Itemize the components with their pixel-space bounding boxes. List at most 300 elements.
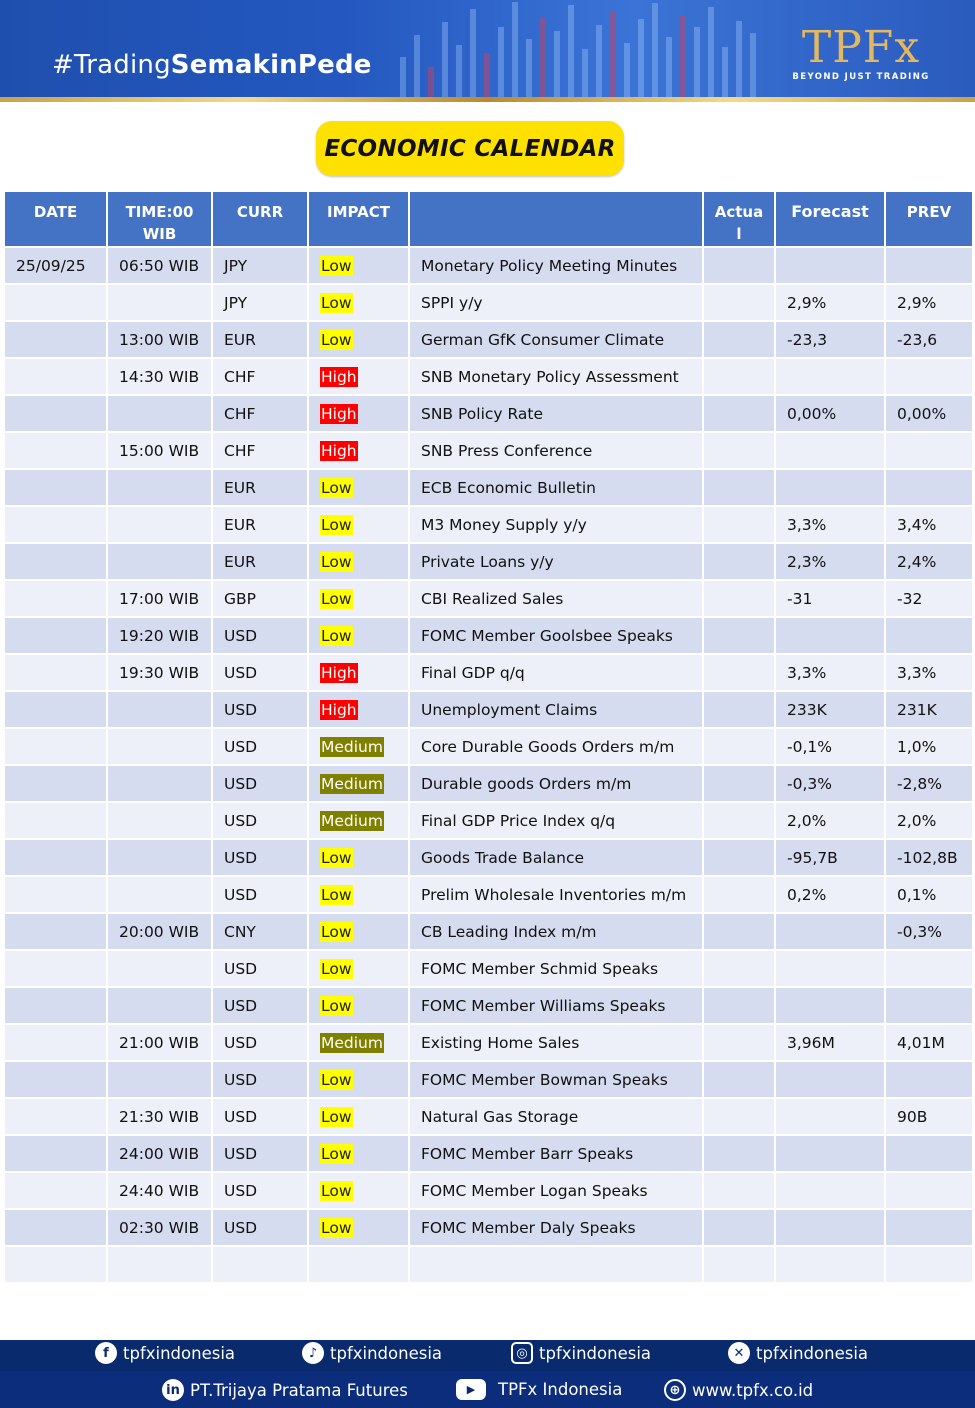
banner-chart-decoration bbox=[380, 0, 800, 97]
cell-time: 06:50 WIB bbox=[107, 247, 212, 284]
cell-date bbox=[4, 839, 107, 876]
cell-curr: USD bbox=[212, 1098, 308, 1135]
cell-time: 24:00 WIB bbox=[107, 1135, 212, 1172]
cell-forecast bbox=[775, 950, 885, 987]
cell-time: 02:30 WIB bbox=[107, 1209, 212, 1246]
cell-prev bbox=[885, 1061, 973, 1098]
cell-actual bbox=[703, 1172, 775, 1209]
table-row bbox=[4, 617, 973, 654]
youtube-icon: ▶ bbox=[456, 1379, 486, 1400]
cell-date bbox=[4, 1172, 107, 1209]
cell-curr: USD bbox=[212, 987, 308, 1024]
cell-event: Durable goods Orders m/m bbox=[409, 765, 703, 802]
cell-prev: 1,0% bbox=[885, 728, 973, 765]
cell-curr: EUR bbox=[212, 506, 308, 543]
impact-badge: Medium bbox=[321, 811, 383, 830]
cell-impact bbox=[308, 950, 409, 987]
col-header-actual: Actua l bbox=[703, 191, 775, 247]
table-row bbox=[4, 358, 973, 395]
cell-forecast: -0,1% bbox=[775, 728, 885, 765]
cell-date bbox=[4, 765, 107, 802]
cell-curr: EUR bbox=[212, 543, 308, 580]
cell-forecast bbox=[775, 432, 885, 469]
cell-curr: JPY bbox=[212, 247, 308, 284]
cell-time bbox=[107, 506, 212, 543]
cell-event: SNB Monetary Policy Assessment bbox=[409, 358, 703, 395]
cell-time bbox=[107, 728, 212, 765]
cell-date bbox=[4, 321, 107, 358]
impact-badge: Low bbox=[321, 1144, 352, 1163]
impact-badge: Low bbox=[321, 1107, 352, 1126]
cell-prev: -2,8% bbox=[885, 765, 973, 802]
cell-event: FOMC Member Schmid Speaks bbox=[409, 950, 703, 987]
cell-curr: USD bbox=[212, 1135, 308, 1172]
impact-badge: Low bbox=[321, 959, 352, 978]
table-row bbox=[4, 802, 973, 839]
cell-prev: -23,6 bbox=[885, 321, 973, 358]
cell-forecast bbox=[775, 1209, 885, 1246]
col-header-forecast: Forecast bbox=[775, 191, 885, 247]
cell-prev: 2,4% bbox=[885, 543, 973, 580]
cell-time bbox=[107, 469, 212, 506]
gold-divider bbox=[0, 97, 975, 102]
impact-badge: High bbox=[321, 441, 357, 460]
cell-forecast: -0,3% bbox=[775, 765, 885, 802]
cell-actual bbox=[703, 321, 775, 358]
cell-forecast: 2,0% bbox=[775, 802, 885, 839]
impact-badge: Low bbox=[321, 996, 352, 1015]
table-row bbox=[4, 1135, 973, 1172]
cell-impact bbox=[308, 432, 409, 469]
instagram-icon: ◎ bbox=[511, 1342, 533, 1364]
cell-date bbox=[4, 395, 107, 432]
cell-impact bbox=[308, 580, 409, 617]
cell-actual bbox=[703, 876, 775, 913]
cell-impact bbox=[308, 1098, 409, 1135]
cell-curr: USD bbox=[212, 876, 308, 913]
cell-impact bbox=[308, 1246, 409, 1283]
cell-impact bbox=[308, 358, 409, 395]
cell-forecast: 3,96M bbox=[775, 1024, 885, 1061]
cell-actual bbox=[703, 950, 775, 987]
impact-badge: Low bbox=[321, 330, 352, 349]
col-header-date: DATE bbox=[4, 191, 107, 247]
col-header-prev: PREV bbox=[885, 191, 973, 247]
table-row bbox=[4, 654, 973, 691]
cell-impact bbox=[308, 765, 409, 802]
cell-curr: USD bbox=[212, 1061, 308, 1098]
cell-prev: 0,1% bbox=[885, 876, 973, 913]
cell-event: SNB Policy Rate bbox=[409, 395, 703, 432]
cell-impact bbox=[308, 617, 409, 654]
cell-time bbox=[107, 987, 212, 1024]
cell-curr: USD bbox=[212, 950, 308, 987]
table-row bbox=[4, 691, 973, 728]
table-row bbox=[4, 765, 973, 802]
cell-event: SNB Press Conference bbox=[409, 432, 703, 469]
cell-event: Final GDP q/q bbox=[409, 654, 703, 691]
table-row bbox=[4, 580, 973, 617]
cell-time: 15:00 WIB bbox=[107, 432, 212, 469]
cell-curr: JPY bbox=[212, 284, 308, 321]
cell-time bbox=[107, 950, 212, 987]
cell-impact bbox=[308, 876, 409, 913]
cell-forecast bbox=[775, 1246, 885, 1283]
cell-date: 25/09/25 bbox=[4, 247, 107, 284]
cell-date bbox=[4, 432, 107, 469]
cell-time bbox=[107, 876, 212, 913]
cell-event: FOMC Member Bowman Speaks bbox=[409, 1061, 703, 1098]
cell-prev: 231K bbox=[885, 691, 973, 728]
cell-forecast bbox=[775, 1061, 885, 1098]
cell-curr: CNY bbox=[212, 913, 308, 950]
cell-impact bbox=[308, 839, 409, 876]
cell-prev bbox=[885, 469, 973, 506]
impact-badge: Low bbox=[321, 515, 352, 534]
tiktok-link[interactable]: ♪ tpfxindonesia bbox=[302, 1342, 442, 1364]
cell-actual bbox=[703, 1246, 775, 1283]
table-row bbox=[4, 1098, 973, 1135]
table-row bbox=[4, 1172, 973, 1209]
cell-forecast: 2,9% bbox=[775, 284, 885, 321]
cell-date bbox=[4, 987, 107, 1024]
cell-event: FOMC Member Williams Speaks bbox=[409, 987, 703, 1024]
cell-forecast bbox=[775, 247, 885, 284]
cell-time bbox=[107, 284, 212, 321]
cell-date bbox=[4, 654, 107, 691]
cell-date bbox=[4, 543, 107, 580]
economic-calendar-table bbox=[3, 190, 974, 1284]
cell-time: 13:00 WIB bbox=[107, 321, 212, 358]
cell-actual bbox=[703, 913, 775, 950]
cell-curr: EUR bbox=[212, 469, 308, 506]
cell-event: CB Leading Index m/m bbox=[409, 913, 703, 950]
cell-event: Prelim Wholesale Inventories m/m bbox=[409, 876, 703, 913]
cell-date bbox=[4, 1135, 107, 1172]
cell-actual bbox=[703, 987, 775, 1024]
cell-actual bbox=[703, 580, 775, 617]
impact-badge: Low bbox=[321, 293, 352, 312]
table-row bbox=[4, 506, 973, 543]
cell-event: CBI Realized Sales bbox=[409, 580, 703, 617]
cell-actual bbox=[703, 506, 775, 543]
tpfx-logo bbox=[790, 22, 932, 82]
cell-actual bbox=[703, 691, 775, 728]
cell-curr: USD bbox=[212, 728, 308, 765]
table-row bbox=[4, 728, 973, 765]
cell-date bbox=[4, 1061, 107, 1098]
cell-time: 21:30 WIB bbox=[107, 1098, 212, 1135]
cell-time: 24:40 WIB bbox=[107, 1172, 212, 1209]
cell-forecast bbox=[775, 617, 885, 654]
col-header-event bbox=[409, 191, 703, 247]
cell-actual bbox=[703, 543, 775, 580]
header-banner bbox=[0, 0, 975, 97]
cell-curr: CHF bbox=[212, 432, 308, 469]
cell-event: FOMC Member Daly Speaks bbox=[409, 1209, 703, 1246]
cell-date bbox=[4, 950, 107, 987]
cell-event: Existing Home Sales bbox=[409, 1024, 703, 1061]
table-row bbox=[4, 469, 973, 506]
cell-event: M3 Money Supply y/y bbox=[409, 506, 703, 543]
cell-prev bbox=[885, 1246, 973, 1283]
cell-impact bbox=[308, 913, 409, 950]
impact-badge: High bbox=[321, 404, 357, 423]
impact-badge: Low bbox=[321, 589, 352, 608]
cell-curr: USD bbox=[212, 691, 308, 728]
cell-curr: USD bbox=[212, 1024, 308, 1061]
cell-forecast bbox=[775, 1135, 885, 1172]
cell-event: Monetary Policy Meeting Minutes bbox=[409, 247, 703, 284]
cell-date bbox=[4, 913, 107, 950]
cell-impact bbox=[308, 654, 409, 691]
cell-actual bbox=[703, 1098, 775, 1135]
cell-forecast: 0,2% bbox=[775, 876, 885, 913]
cell-curr: CHF bbox=[212, 395, 308, 432]
cell-curr: USD bbox=[212, 1172, 308, 1209]
table-body bbox=[4, 247, 973, 1283]
table-row bbox=[4, 1209, 973, 1246]
cell-prev: 0,00% bbox=[885, 395, 973, 432]
impact-badge: Medium bbox=[321, 737, 383, 756]
impact-badge: Low bbox=[321, 922, 352, 941]
cell-time bbox=[107, 691, 212, 728]
cell-time: 21:00 WIB bbox=[107, 1024, 212, 1061]
cell-curr: USD bbox=[212, 839, 308, 876]
cell-actual bbox=[703, 839, 775, 876]
linkedin-link[interactable]: in PT.Trijaya Pratama Futures bbox=[162, 1379, 408, 1401]
youtube-link[interactable]: ▶ TPFx Indonesia bbox=[456, 1379, 622, 1400]
cell-forecast: -95,7B bbox=[775, 839, 885, 876]
col-header-impact: IMPACT bbox=[308, 191, 409, 247]
cell-time bbox=[107, 802, 212, 839]
cell-prev bbox=[885, 617, 973, 654]
col-header-time: TIME:00 WIB bbox=[107, 191, 212, 247]
cell-event: Private Loans y/y bbox=[409, 543, 703, 580]
table-row bbox=[4, 247, 973, 284]
cell-prev bbox=[885, 1172, 973, 1209]
website-link[interactable]: ⊕ www.tpfx.co.id bbox=[664, 1379, 813, 1401]
impact-badge: Low bbox=[321, 848, 352, 867]
globe-icon: ⊕ bbox=[664, 1379, 686, 1401]
cell-impact bbox=[308, 1172, 409, 1209]
cell-forecast: 2,3% bbox=[775, 543, 885, 580]
x-icon: ✕ bbox=[728, 1342, 750, 1364]
cell-curr: GBP bbox=[212, 580, 308, 617]
cell-prev: 3,3% bbox=[885, 654, 973, 691]
cell-impact bbox=[308, 247, 409, 284]
cell-impact bbox=[308, 543, 409, 580]
cell-date bbox=[4, 1209, 107, 1246]
cell-prev bbox=[885, 247, 973, 284]
linkedin-icon: in bbox=[162, 1379, 184, 1401]
cell-forecast: 233K bbox=[775, 691, 885, 728]
cell-forecast: 3,3% bbox=[775, 654, 885, 691]
cell-event: Core Durable Goods Orders m/m bbox=[409, 728, 703, 765]
facebook-link[interactable]: f tpfxindonesia bbox=[95, 1342, 235, 1364]
cell-event: FOMC Member Logan Speaks bbox=[409, 1172, 703, 1209]
impact-badge: Low bbox=[321, 1070, 352, 1089]
cell-impact bbox=[308, 469, 409, 506]
cell-event: Natural Gas Storage bbox=[409, 1098, 703, 1135]
hashtag-slogan: #TradingSemakinPede bbox=[52, 50, 372, 80]
cell-forecast: 3,3% bbox=[775, 506, 885, 543]
cell-prev bbox=[885, 1209, 973, 1246]
table-header-row bbox=[4, 191, 973, 247]
cell-event: FOMC Member Goolsbee Speaks bbox=[409, 617, 703, 654]
cell-impact bbox=[308, 506, 409, 543]
cell-impact bbox=[308, 1024, 409, 1061]
cell-event: FOMC Member Barr Speaks bbox=[409, 1135, 703, 1172]
cell-time: 14:30 WIB bbox=[107, 358, 212, 395]
impact-badge: Medium bbox=[321, 1033, 383, 1052]
cell-impact bbox=[308, 728, 409, 765]
logo-tagline: BEYOND JUST TRADING bbox=[792, 72, 930, 82]
cell-impact bbox=[308, 691, 409, 728]
impact-badge: Low bbox=[321, 478, 352, 497]
cell-event: Goods Trade Balance bbox=[409, 839, 703, 876]
cell-date bbox=[4, 876, 107, 913]
cell-actual bbox=[703, 1209, 775, 1246]
cell-date bbox=[4, 728, 107, 765]
cell-prev: 3,4% bbox=[885, 506, 973, 543]
cell-forecast bbox=[775, 358, 885, 395]
cell-prev: -0,3% bbox=[885, 913, 973, 950]
cell-impact bbox=[308, 987, 409, 1024]
table-row bbox=[4, 1246, 973, 1283]
cell-date bbox=[4, 506, 107, 543]
cell-prev: -32 bbox=[885, 580, 973, 617]
cell-actual bbox=[703, 469, 775, 506]
instagram-link[interactable]: ◎ tpfxindonesia bbox=[511, 1342, 651, 1364]
cell-prev bbox=[885, 358, 973, 395]
cell-event: ECB Economic Bulletin bbox=[409, 469, 703, 506]
cell-date bbox=[4, 802, 107, 839]
cell-event: Final GDP Price Index q/q bbox=[409, 802, 703, 839]
cell-prev: 90B bbox=[885, 1098, 973, 1135]
cell-actual bbox=[703, 802, 775, 839]
impact-badge: Medium bbox=[321, 774, 383, 793]
table-row bbox=[4, 321, 973, 358]
cell-actual bbox=[703, 617, 775, 654]
cell-curr: USD bbox=[212, 765, 308, 802]
cell-forecast: -23,3 bbox=[775, 321, 885, 358]
table-row bbox=[4, 876, 973, 913]
cell-actual bbox=[703, 395, 775, 432]
cell-forecast bbox=[775, 913, 885, 950]
cell-impact bbox=[308, 802, 409, 839]
cell-curr: USD bbox=[212, 617, 308, 654]
cell-actual bbox=[703, 765, 775, 802]
cell-prev: 2,9% bbox=[885, 284, 973, 321]
cell-event: Unemployment Claims bbox=[409, 691, 703, 728]
cell-event: SPPI y/y bbox=[409, 284, 703, 321]
impact-badge: Low bbox=[321, 1218, 352, 1237]
cell-prev bbox=[885, 432, 973, 469]
cell-forecast bbox=[775, 469, 885, 506]
table-row bbox=[4, 284, 973, 321]
table-row bbox=[4, 432, 973, 469]
cell-forecast bbox=[775, 987, 885, 1024]
cell-curr: USD bbox=[212, 1209, 308, 1246]
cell-curr: CHF bbox=[212, 358, 308, 395]
cell-time: 17:00 WIB bbox=[107, 580, 212, 617]
cell-impact bbox=[308, 1061, 409, 1098]
cell-curr: USD bbox=[212, 654, 308, 691]
table-row bbox=[4, 987, 973, 1024]
cell-curr: EUR bbox=[212, 321, 308, 358]
cell-forecast bbox=[775, 1172, 885, 1209]
impact-badge: High bbox=[321, 663, 357, 682]
cell-date bbox=[4, 691, 107, 728]
cell-date bbox=[4, 284, 107, 321]
cell-time bbox=[107, 839, 212, 876]
facebook-icon: f bbox=[95, 1342, 117, 1364]
cell-impact bbox=[308, 284, 409, 321]
cell-date bbox=[4, 617, 107, 654]
cell-impact bbox=[308, 1135, 409, 1172]
cell-actual bbox=[703, 654, 775, 691]
table-row bbox=[4, 1061, 973, 1098]
cell-time bbox=[107, 1061, 212, 1098]
impact-badge: Low bbox=[321, 885, 352, 904]
cell-actual bbox=[703, 432, 775, 469]
cell-curr bbox=[212, 1246, 308, 1283]
cell-date bbox=[4, 580, 107, 617]
cell-event: German GfK Consumer Climate bbox=[409, 321, 703, 358]
cell-prev: -102,8B bbox=[885, 839, 973, 876]
cell-actual bbox=[703, 1024, 775, 1061]
cell-impact bbox=[308, 321, 409, 358]
cell-actual bbox=[703, 284, 775, 321]
cell-date bbox=[4, 1098, 107, 1135]
cell-prev bbox=[885, 987, 973, 1024]
cell-date bbox=[4, 1246, 107, 1283]
table-row bbox=[4, 395, 973, 432]
cell-forecast bbox=[775, 1098, 885, 1135]
table-row bbox=[4, 913, 973, 950]
cell-time: 19:30 WIB bbox=[107, 654, 212, 691]
cell-actual bbox=[703, 358, 775, 395]
impact-badge: Low bbox=[321, 626, 352, 645]
impact-badge: Low bbox=[321, 256, 352, 275]
table-row bbox=[4, 1024, 973, 1061]
cell-date bbox=[4, 1024, 107, 1061]
cell-forecast: 0,00% bbox=[775, 395, 885, 432]
cell-event bbox=[409, 1246, 703, 1283]
impact-badge: Low bbox=[321, 552, 352, 571]
col-header-currency: CURR bbox=[212, 191, 308, 247]
x-link[interactable]: ✕ tpfxindonesia bbox=[728, 1342, 868, 1364]
cell-prev bbox=[885, 950, 973, 987]
page-title: ECONOMIC CALENDAR bbox=[316, 121, 624, 176]
cell-date bbox=[4, 469, 107, 506]
table-row bbox=[4, 950, 973, 987]
cell-date bbox=[4, 358, 107, 395]
cell-actual bbox=[703, 1135, 775, 1172]
cell-impact bbox=[308, 1209, 409, 1246]
impact-badge: High bbox=[321, 367, 357, 386]
tiktok-icon: ♪ bbox=[302, 1342, 324, 1364]
logo-wordmark: TPFx bbox=[801, 22, 921, 73]
cell-forecast: -31 bbox=[775, 580, 885, 617]
cell-time bbox=[107, 1246, 212, 1283]
cell-prev: 2,0% bbox=[885, 802, 973, 839]
cell-actual bbox=[703, 247, 775, 284]
cell-time bbox=[107, 765, 212, 802]
cell-time bbox=[107, 395, 212, 432]
cell-actual bbox=[703, 728, 775, 765]
